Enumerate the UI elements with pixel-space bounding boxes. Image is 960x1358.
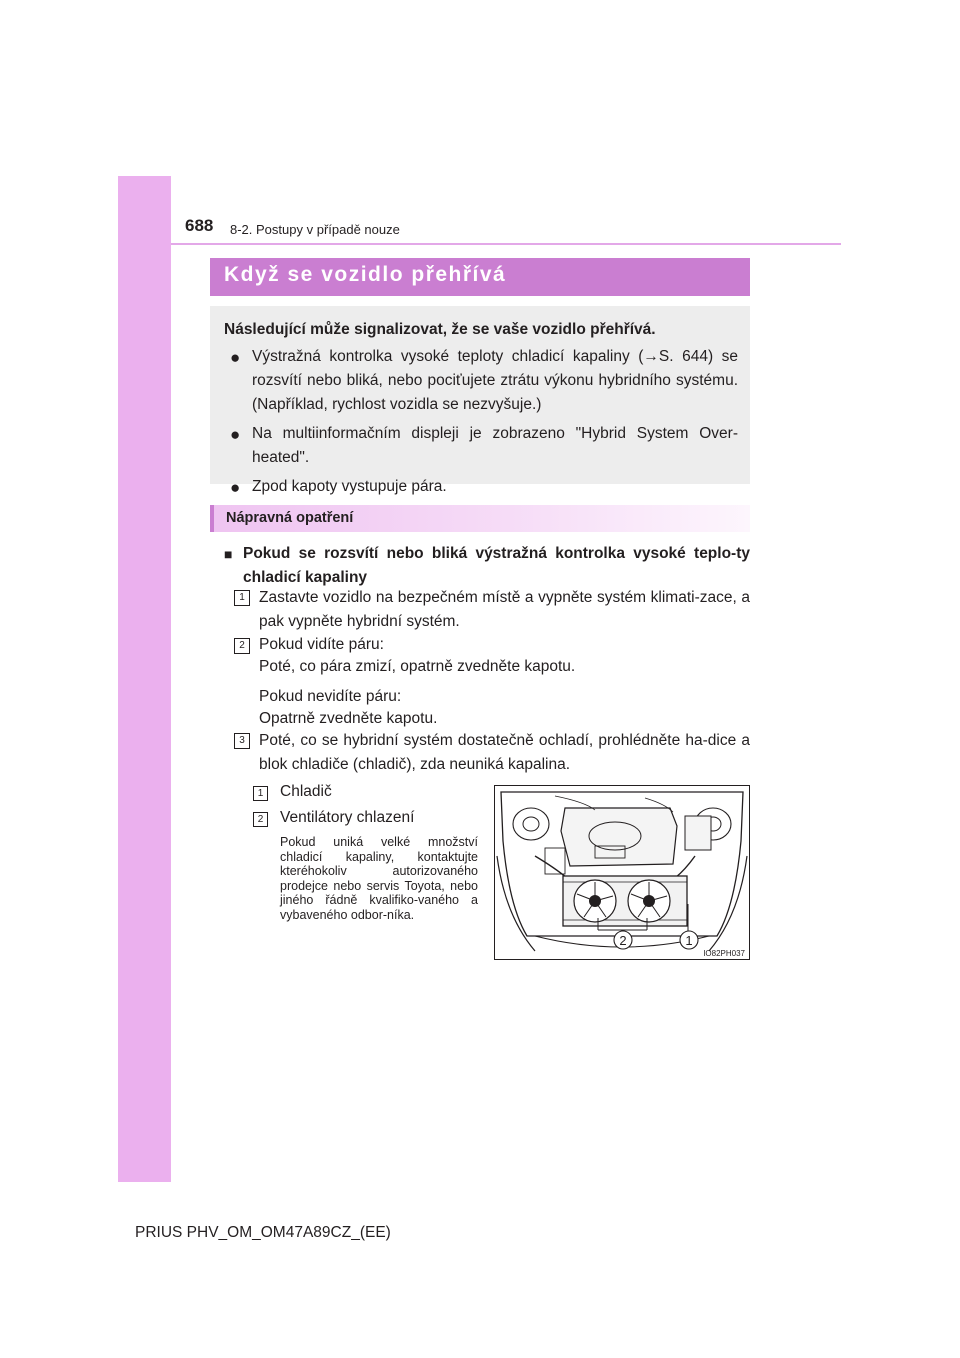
symptom-text: Výstražná kontrolka vysoké teploty chladicí kapaliny (→S. 644) se rozsvítí nebo bliká, nebo pociťujete ztrátu výkonu hybridního systému. (Například, rychlost vozidla se nezvyšuje.)	[252, 348, 738, 413]
step-line: Zastavte vozidlo na bezpečném místě a vypněte systém klimati-zace, a pak vypněte hybridní systém.	[259, 589, 750, 630]
header-divider	[171, 243, 841, 245]
bullet-icon: ●	[230, 348, 241, 367]
callout-2-label: 2	[619, 933, 627, 948]
figure-code: IO82PH037	[703, 949, 745, 958]
symptom-item	[224, 345, 738, 417]
symptom-item	[224, 475, 738, 499]
engine-bay-drawing	[495, 786, 749, 959]
step-line: Opatrně zvedněte kapotu.	[259, 710, 438, 727]
step-line: Poté, co pára zmizí, opatrně zvedněte kapotu.	[259, 658, 576, 675]
legend-label-radiator: Chladič	[280, 783, 332, 800]
step-line: Poté, co se hybridní systém dostatečně ochladí, prohlédněte ha-dice a blok chladiče (chladič), zda neuniká kapalina.	[259, 732, 750, 773]
step-line: Pokud nevidíte páru:	[259, 688, 402, 705]
section-label: 8-2. Postupy v případě nouze	[230, 222, 400, 237]
legend-label-fans: Ventilátory chlazení	[280, 809, 415, 826]
step-2-text	[259, 634, 750, 730]
step-number-1: 1	[234, 590, 250, 606]
symptom-text: Na multiinformačním displeji je zobrazeno "Hybrid System Over-heated".	[252, 425, 738, 466]
symptom-text: Zpod kapoty vystupuje pára.	[252, 478, 447, 495]
legend-number-1: 1	[253, 786, 268, 801]
page-title: Když se vozidlo přehřívá	[210, 258, 750, 296]
chapter-tab-sidebar	[118, 176, 171, 1182]
remedy-header: Nápravná opatření	[210, 505, 750, 532]
footer-doc-id: PRIUS PHV_OM_OM47A89CZ_(EE)	[135, 1224, 391, 1241]
page-number: 688	[185, 216, 214, 235]
step-line: Pokud vidíte páru:	[259, 636, 384, 653]
legend-number-2: 2	[253, 812, 268, 827]
symptoms-intro: Následující může signalizovat, že se vaše vozidlo přehřívá.	[224, 321, 656, 338]
step-3-text	[259, 729, 750, 783]
condition-heading	[224, 542, 750, 590]
coolant-leak-note: Pokud uniká velké množství chladicí kapaliny, kontaktujte kteréhokoliv autorizovaného prodejce nebo servis Toyota, nebo jiného řádně kvalifiko-vaného a vybaveného odbor-níka.	[280, 835, 478, 922]
symptoms-box	[210, 306, 750, 497]
bullet-icon: ●	[230, 478, 241, 497]
square-bullet-icon: ■	[224, 546, 233, 562]
callout-1-label: 1	[685, 933, 693, 948]
step-1-text	[259, 586, 750, 640]
engine-bay-illustration	[494, 785, 750, 960]
step-number-3: 3	[234, 733, 250, 749]
symptom-item	[224, 422, 738, 470]
bullet-icon: ●	[230, 425, 241, 444]
condition-text: Pokud se rozsvítí nebo bliká výstražná kontrolka vysoké teplo-ty chladicí kapaliny	[243, 545, 750, 586]
step-number-2: 2	[234, 638, 250, 654]
